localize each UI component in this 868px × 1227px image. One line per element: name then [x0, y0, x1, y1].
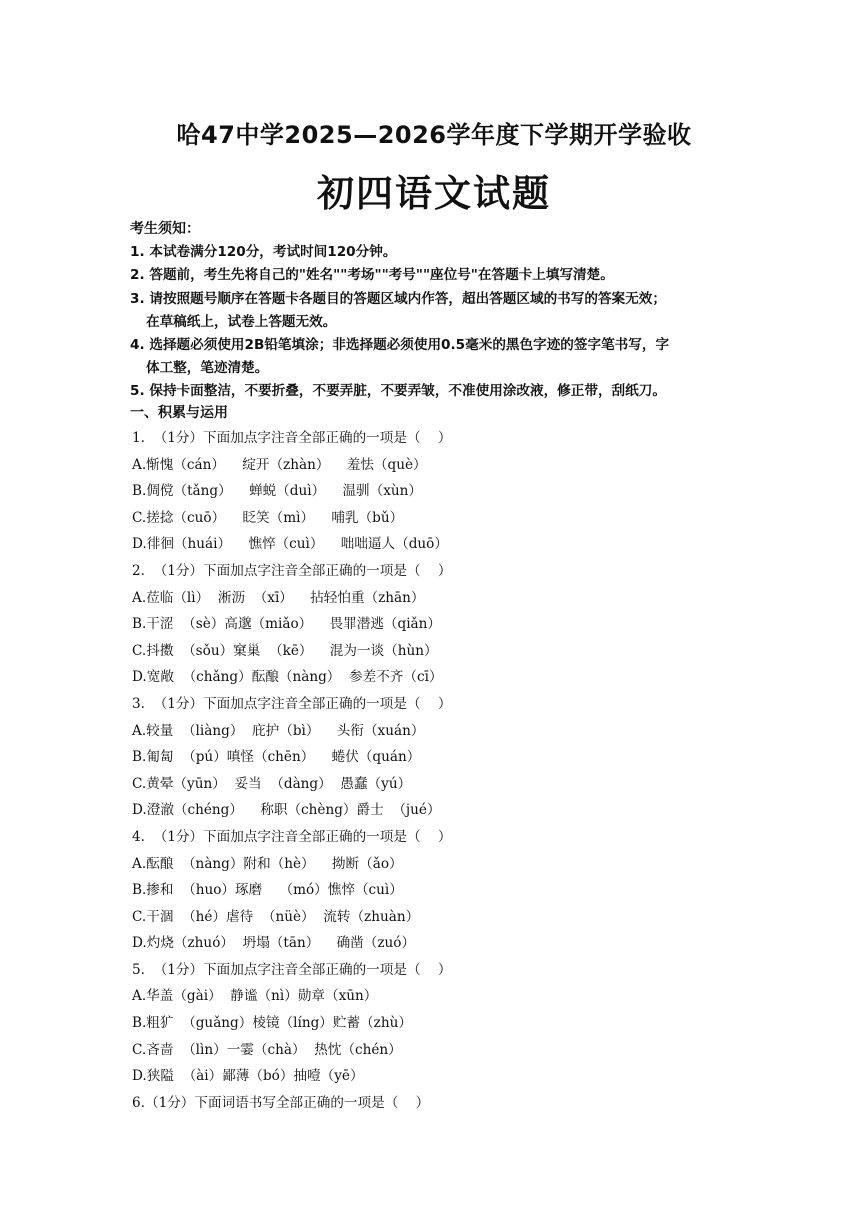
notice-item: 4. 选择题必须使用2B铅笔填涂；非选择题必须使用0.5毫米的黑色字迹的签字笔书写，字	[130, 337, 670, 354]
option-a: A.华盖（gài） 静谧（nì）勋章（xūn）	[132, 988, 378, 1005]
option-c: C.干涸 （hé）虐待 （nüè） 流转（zhuàn）	[132, 908, 420, 925]
option-b: B.掺和 （huo）琢磨 （mó）憔悴（cuì）	[132, 882, 403, 899]
option-b: B.干涩 （sè）高邈（miǎo） 畏罪潜逃（qiǎn）	[132, 616, 442, 633]
option-c: C.黄晕（yūn） 妥当 （dàng） 愚蠢（yú）	[132, 775, 412, 792]
option-d: D.徘徊（huái） 憔悴（cuì） 咄咄逼人（duō）	[132, 536, 448, 553]
question-stem: 1. （1分）下面加点字注音全部正确的一项是（ ）	[132, 430, 452, 446]
notice-item: 2. 答题前，考生先将自己的"姓名""考场""考号""座位号"在答题卡上填写清楚。	[130, 267, 614, 284]
option-d: D.狭隘 （ài）鄙薄（bó）抽噎（yē）	[132, 1068, 364, 1085]
option-c: C.吝啬 （lìn）一霎（chà） 热忱（chén）	[132, 1041, 402, 1058]
option-a: A.酝酿 （nàng）附和（hè） 拗断（ǎo）	[132, 855, 403, 872]
question-stem: 4. （1分）下面加点字注音全部正确的一项是（ ）	[132, 828, 452, 845]
notice-block	[130, 218, 750, 404]
notice-item-continued: 在草稿纸上，试卷上答题无效。	[146, 313, 337, 330]
notice-item-continued: 体工整，笔迹清楚。	[146, 360, 269, 377]
notice-item: 1. 本试卷满分120分，考试时间120分钟。	[130, 244, 397, 261]
option-a: A.较量 （liàng） 庇护（bì） 头衔（xuán）	[132, 722, 425, 739]
option-d: D.宽敞 （chǎng）酝酿（nàng） 参差不齐（cī）	[132, 669, 443, 686]
question-stem: 3. （1分）下面加点字注音全部正确的一项是（ ）	[132, 695, 452, 712]
notice-item: 3. 请按照题号顺序在答题卡各题目的答题区域内作答，超出答题区域的书写的答案无效；	[130, 290, 666, 307]
option-a: A.莅临（lì） 淅沥 （xī） 拈轻怕重（zhān）	[132, 589, 425, 606]
option-c: C.搓捻（cuō） 眨笑（mì） 哺乳（bǔ）	[132, 509, 404, 526]
question-stem: 6.（1分）下面词语书写全部正确的一项是（ ）	[132, 1094, 430, 1111]
question-stem: 2. （1分）下面加点字注音全部正确的一项是（ ）	[132, 562, 452, 579]
option-b: B.倜傥（tǎng） 蝉蜕（duì） 温驯（xùn）	[132, 483, 423, 500]
section-title: 一、积累与运用	[130, 405, 228, 421]
school-title: 哈47中学2025—2026学年度下学期开学验收	[176, 121, 692, 149]
option-a: A.惭愧（cán） 绽开（zhàn） 羞怯（què）	[132, 456, 427, 473]
option-c: C.抖擞 （sǒu）窠巢 （kē） 混为一谈（hùn）	[132, 642, 438, 659]
option-b: B.粗犷 （guǎng）棱镜（líng）贮蓄（zhù）	[132, 1015, 412, 1032]
notice-item: 5. 保持卡面整洁，不要折叠，不要弄脏，不要弄皱，不准使用涂改液，修正带，刮纸刀。	[130, 383, 666, 400]
question-stem: 5. （1分）下面加点字注音全部正确的一项是（ ）	[132, 961, 452, 978]
notice-heading: 考生须知：	[130, 221, 200, 237]
option-b: B.匍匐 （pú）嗔怪（chēn） 蜷伏（quán）	[132, 749, 421, 766]
exam-title: 初四语文试题	[317, 171, 551, 215]
option-d: D.灼烧（zhuó） 坍塌（tān） 确凿（zuó）	[132, 935, 416, 952]
option-d: D.澄澈（chéng） 称职（chèng）爵士 （jué）	[132, 802, 441, 819]
question-list	[132, 425, 752, 1116]
